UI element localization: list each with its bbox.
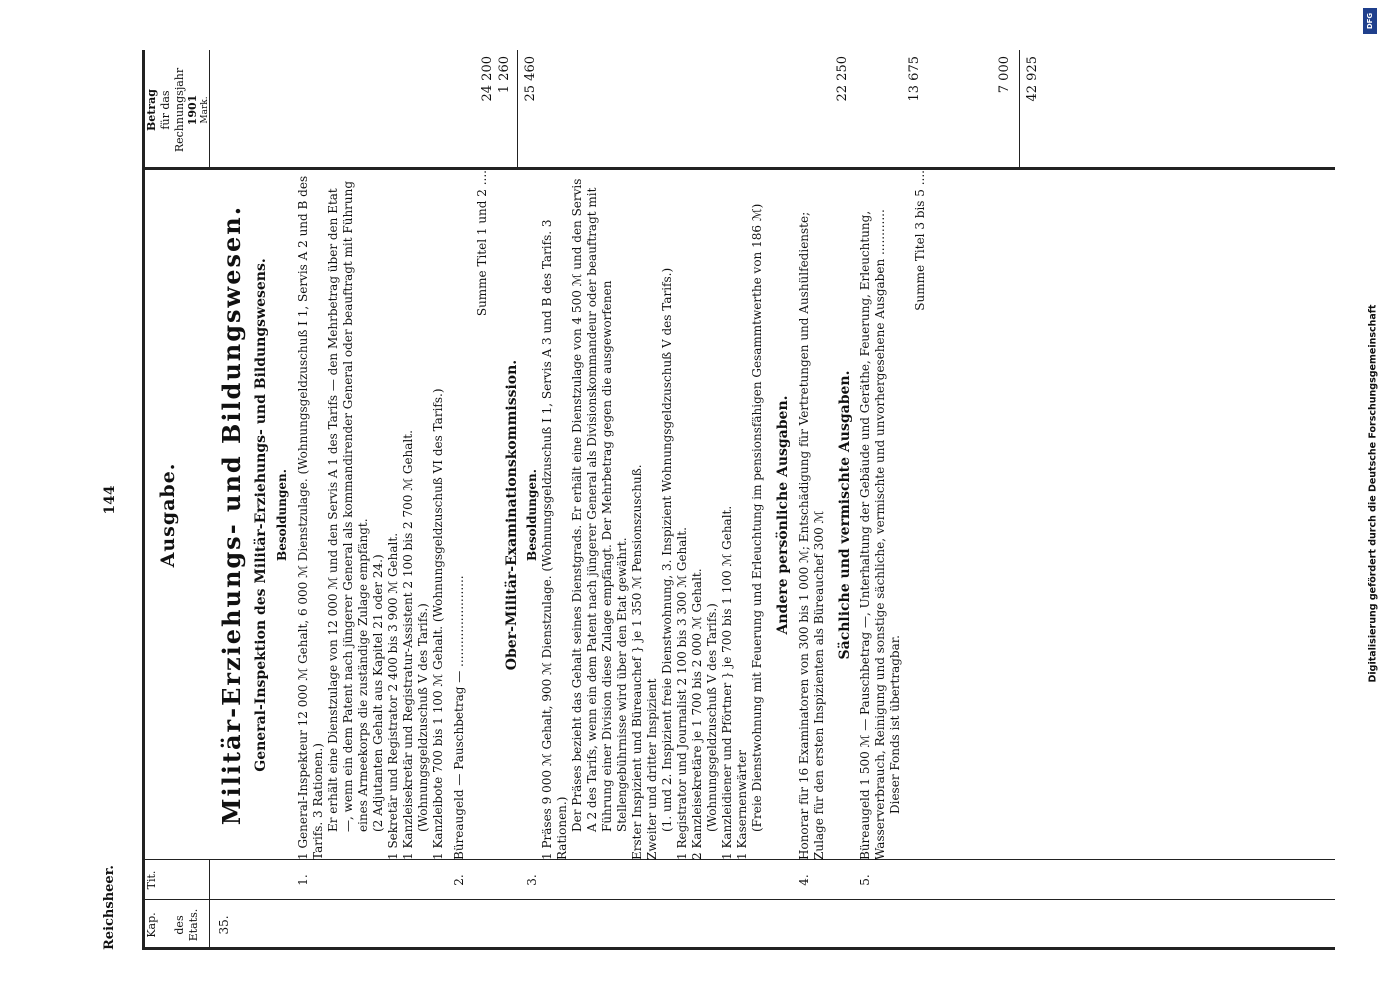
kap-rule [145,899,1335,900]
tit1-number: 1. [295,874,310,886]
tit2-block: 2. Büreaugeld — Pauschbetrag — ........................ Summe Titel 1 und 2 .... [452,170,490,860]
tit2-amount: 1 260 [497,56,512,94]
tit2-number: 2. [451,874,466,886]
budget-page [42,50,1342,950]
rotated-content [42,50,1342,950]
kap-header: Kap. des Etats. [145,900,210,950]
block-subtitle: Besoldungen. [274,469,289,561]
kap-number: 35. [217,915,231,935]
tit5-amount: 7 000 [997,56,1012,94]
tit1-amount: 24 200 [480,56,495,102]
text-column [157,170,201,860]
tit5-number: 5. [858,874,872,886]
table-frame [142,50,1335,950]
tit4-amount: 13 675 [907,56,922,102]
section-title: Ausgabe. [157,462,179,568]
tit3-block: 3. Besoldungen. 1 Präses 9 000 ℳ Gehalt, 900 ℳ Dienstzulage. (Wohnungsgeldzuschuß I 1, Servis A 3 und B des Tarifs. 3 Rationen.) Der Präses bezieht das Gehalt seines Dienstgrads. Er erhält eine Dienstzulage von 4 500 ℳ und den Servis A 2 des Tarifs, wenn ein dem Patent nach jüngerer General als Divisionskommandeur oder beauftragt mit Führung einer Division diese Zulage empfängt. Der Mehrbetrag gegen die ausgeworfenen Stellengebührnisse wird über den Etat gewährt. Erster Inspizient und Büreauchef } je 1 350 ℳ Pensionszuschuß. Zweiter und dritter Inspizient (1. und 2. Inspizient freie Dienstwohnung, 3. Inspizient Wohnungsgeldzuschuß V des Tarifs.) 1 Registrator und Journalist 2 100 bis 3 300 ℳ Gehalt. 2 Kanzleisekretäre je 1 700 bis 2 000 ℳ Gehalt. (Wohnungsgeldzuschuß V des Tarifs.) 1 Kanzleidiener und Pförtner } je 700 bis 1 100 ℳ Gehalt. 1 Kasernenwärter (Freie Dienstwohnung mit Feuerung und Erleuchtung im pensionsfähigen Gesammtwerthe von 186 ℳ) [525,170,765,860]
sum-rule-2 [1019,50,1020,170]
dfg-credit-strip [1363,8,1377,988]
ober-title: Ober-Militär-Examinationskommission. [503,359,520,671]
tit4-number: 4. [796,874,811,886]
chapter-title: Militär-Erziehungs- und Bildungswesen. [217,204,246,826]
block-title: General-Inspektion des Militär-Erziehungs- und Bildungswesens. [253,258,269,772]
tit5-block: 5. Büreaugeld 1 500 ℳ — Pauschbetrag —, Unterhaltung der Gebäude und Geräthe, Feuerung, Erleuchtung, Wasserverbrauch, Reinigung und sonstige sächliche, vermischte und unvorhergesehene Ausgaben ............ Dieser Fonds ist übertragbar. Summe Titel 3 bis 5 .... [858,170,928,860]
page-number: 144 [102,485,118,515]
andere-title: Andere persönliche Ausgaben. [775,395,791,635]
chapter-area [217,170,928,935]
tit3-number: 3. [525,874,539,886]
dfg-credit-text: Digitalisierung gefördert durch die Deutsche Forschungsgemeinschaft [1367,304,1379,683]
amount-header: Betrag für das Rechnungsjahr 1901 Mark. [145,50,210,170]
running-head-title: Reichsheer. [102,865,117,950]
tit2-sum-amount: 25 460 [523,56,538,102]
tit-header: Tit. [145,860,210,900]
sum-rule-1 [517,50,518,170]
frame-left-rule [145,947,1335,950]
tit2-sum-label: Summe Titel 1 und 2 .... [474,170,489,317]
tit5-sum-label: Summe Titel 3 bis 5 .... [913,170,927,311]
dfg-logo: DFG [1363,8,1377,34]
tit4-block: 4. Honorar für 16 Examinatoren von 300 bis 1 000 ℳ; Entschädigung für Vertretungen und Aushülfedienste; Zulage für den ersten Inspizienten als Büreauchef 300 ℳ [797,170,827,860]
tit3-amount: 22 250 [835,56,850,102]
tit1-block: 1. 1 General-Inspekteur 12 000 ℳ Gehalt, 6 000 ℳ Dienstzulage. (Wohnungsgeldzuschuß I 1, Servis A 2 und B des Tarifs. 3 Rationen.) Er erhält eine Dienstzulage von 12 000 ℳ und den Servis A 1 des Tarifs — den Mehrbetrag über den Etat —, wenn ein dem Patent nach jüngerer General als kommandirender General oder beauftragt mit Führung eines Armeekorps die zuständige Zulage empfängt. (2 Adjutanten Gehalt aus Kapitel 21 oder 24.) 1 Sekretär und Registrator 2 400 bis 3 900 ℳ Gehalt. 1 Kanzleisekretär und Registratur-Assistent 2 100 bis 2 700 ℳ Gehalt. (Wohnungsgeldzuschuß V des Tarifs.) 1 Kanzleibote 700 bis 1 100 ℳ Gehalt. (Wohnungsgeldzuschuß VI des Tarifs.) [296,170,446,860]
tit5-sum-amount: 42 925 [1025,56,1040,102]
saechl-title: Sächliche und vermischte Ausgaben. [836,370,853,660]
